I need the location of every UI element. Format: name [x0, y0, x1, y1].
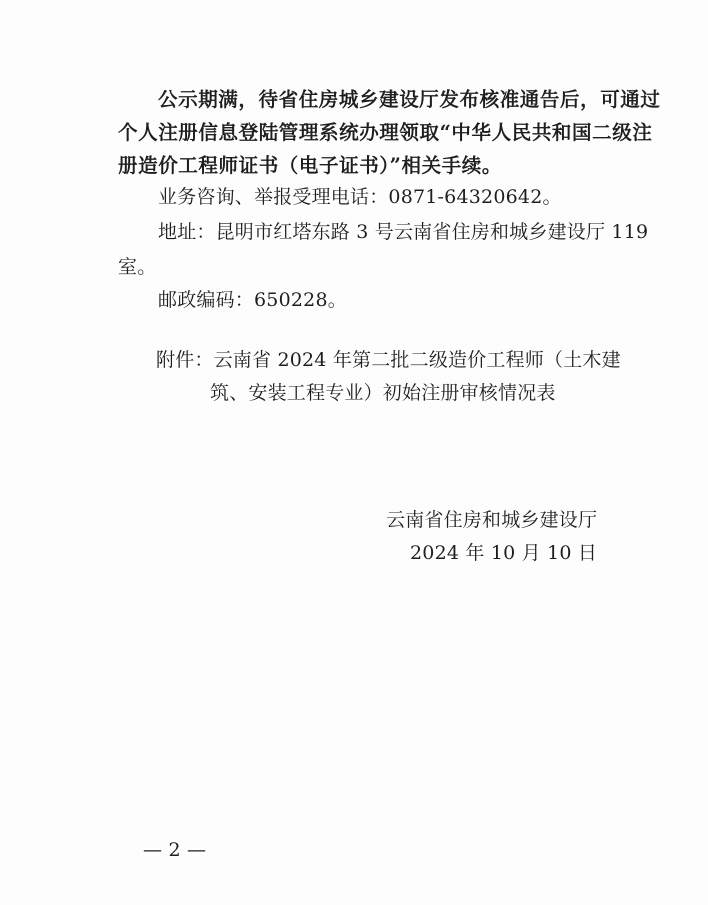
- page-number: — 2 —: [143, 839, 207, 861]
- notice-paragraph-line-2: 个人注册信息登陆管理系统办理领取“中华人民共和国二级注: [118, 121, 653, 144]
- attachment-line-2: 筑、安装工程专业）初始注册审核情况表: [210, 382, 556, 404]
- notice-paragraph-line-1: 公示期满，待省住房城乡建设厅发布核准通告后，可通过: [158, 88, 661, 111]
- address-line-1: 地址：昆明市红塔东路 3 号云南省住房和城乡建设厅 119: [158, 221, 649, 243]
- signature-organization: 云南省住房和城乡建设厅: [386, 509, 598, 531]
- hotline-text: 业务咨询、举报受理电话：0871-64320642。: [158, 186, 562, 208]
- postcode-text: 邮政编码：650228。: [158, 289, 347, 311]
- attachment-line-1: 附件：云南省 2024 年第二批二级造价工程师（土木建: [156, 349, 621, 371]
- notice-paragraph-line-3: 册造价工程师证书（电子证书）”相关手续。: [118, 154, 502, 177]
- address-line-2: 室。: [118, 256, 157, 278]
- signature-date: 2024 年 10 月 10 日: [410, 542, 598, 564]
